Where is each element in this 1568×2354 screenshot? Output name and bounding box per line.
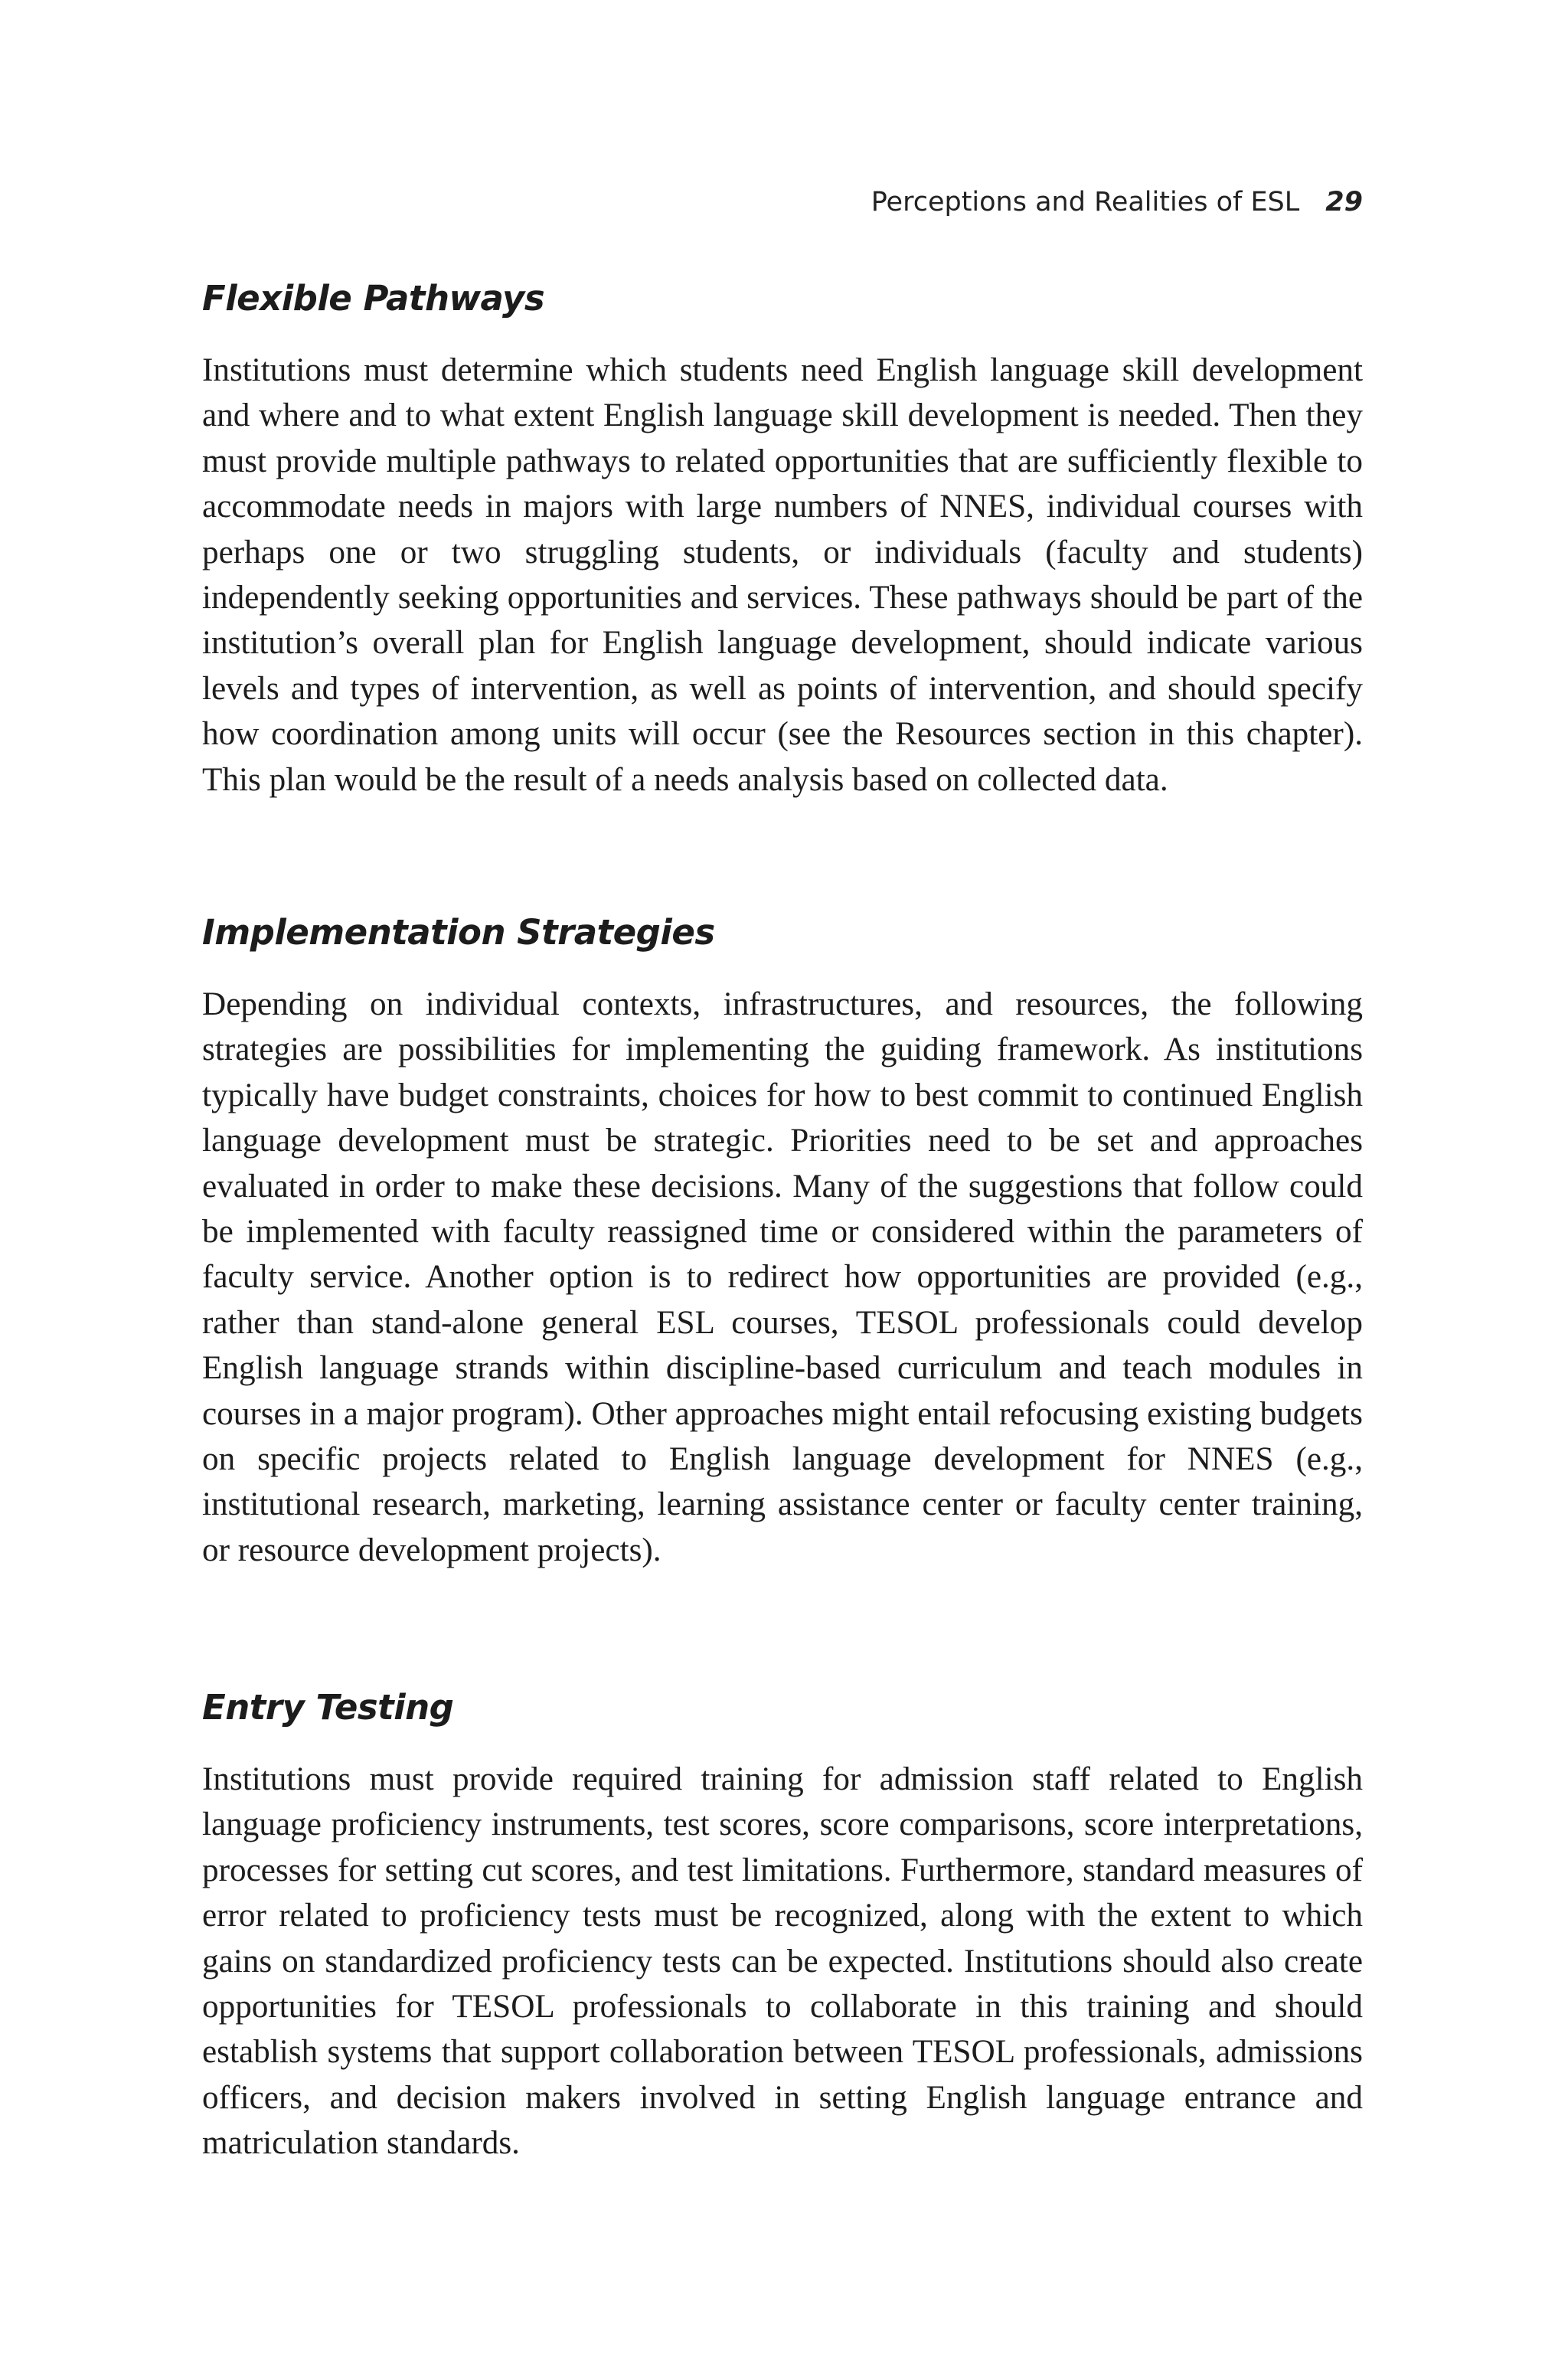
section-paragraph: Institutions must determine which students need English language skill development and where and to what extent English language skill development is needed. Then they must provide multiple pathways to related opportunities that are sufficiently flexible to accommodate needs in majors with large numbers of NNES, individual courses with perhaps one or two struggling students, or individuals (faculty and students) independently seeking opportunities and services. These pathways should be part of the institution’s overall plan for English language development, should indicate various levels and types of intervention, as well as points of intervention, and should specify how coordination among units will occur (see the Resources section in this chapter). This plan would be the result of a needs analysis based on collected data.: [202, 352, 1363, 798]
running-head-title: Perceptions and Realities of ESL: [871, 187, 1300, 217]
section-paragraph: Institutions must provide required training for admission staff related to English language proficiency instruments, test scores, score comparisons, score interpretations, processes for setting cut scores, and test limitations. Furthermore, standard measures of error related to proficiency tests must be recognized, along with the extent to which gains on standardized proficiency tests can be expected. Institutions should also create opportunities for TESOL professionals to collaborate in this training and should establish systems that support collaboration between TESOL professionals, admissions officers, and decision makers involved in setting English language entrance and matriculation standards.: [202, 1761, 1363, 2162]
section-flexible-pathways: [202, 276, 1363, 803]
section-heading: Entry Testing: [202, 1687, 454, 1728]
section-heading: Flexible Pathways: [202, 278, 545, 319]
page-number: 29: [1325, 187, 1363, 217]
section-implementation-strategies: [202, 910, 1363, 1573]
running-head: [202, 185, 1363, 219]
section-entry-testing: [202, 1685, 1363, 2166]
section-paragraph: Depending on individual contexts, infrastructures, and resources, the following strategies are possibilities for implementing the guiding framework. As institutions typically have budget constraints, choices for how to best commit to continued English language development must be strategic. Priorities need to be set and approaches evaluated in order to make these decisions. Many of the suggestions that follow could be implemented with faculty reassigned time or considered within the parameters of faculty service. Another option is to redirect how opportunities are provided (e.g., rather than stand-alone general ESL courses, TESOL professionals could develop English language strands within discipline-based curriculum and teach modules in courses in a major program). Other approaches might entail refocusing existing budgets on specific projects related to English language development for NNES (e.g., institutional research, marketing, learning assistance center or faculty center training, or resource development projects).: [202, 986, 1363, 1568]
section-heading: Implementation Strategies: [202, 912, 715, 953]
